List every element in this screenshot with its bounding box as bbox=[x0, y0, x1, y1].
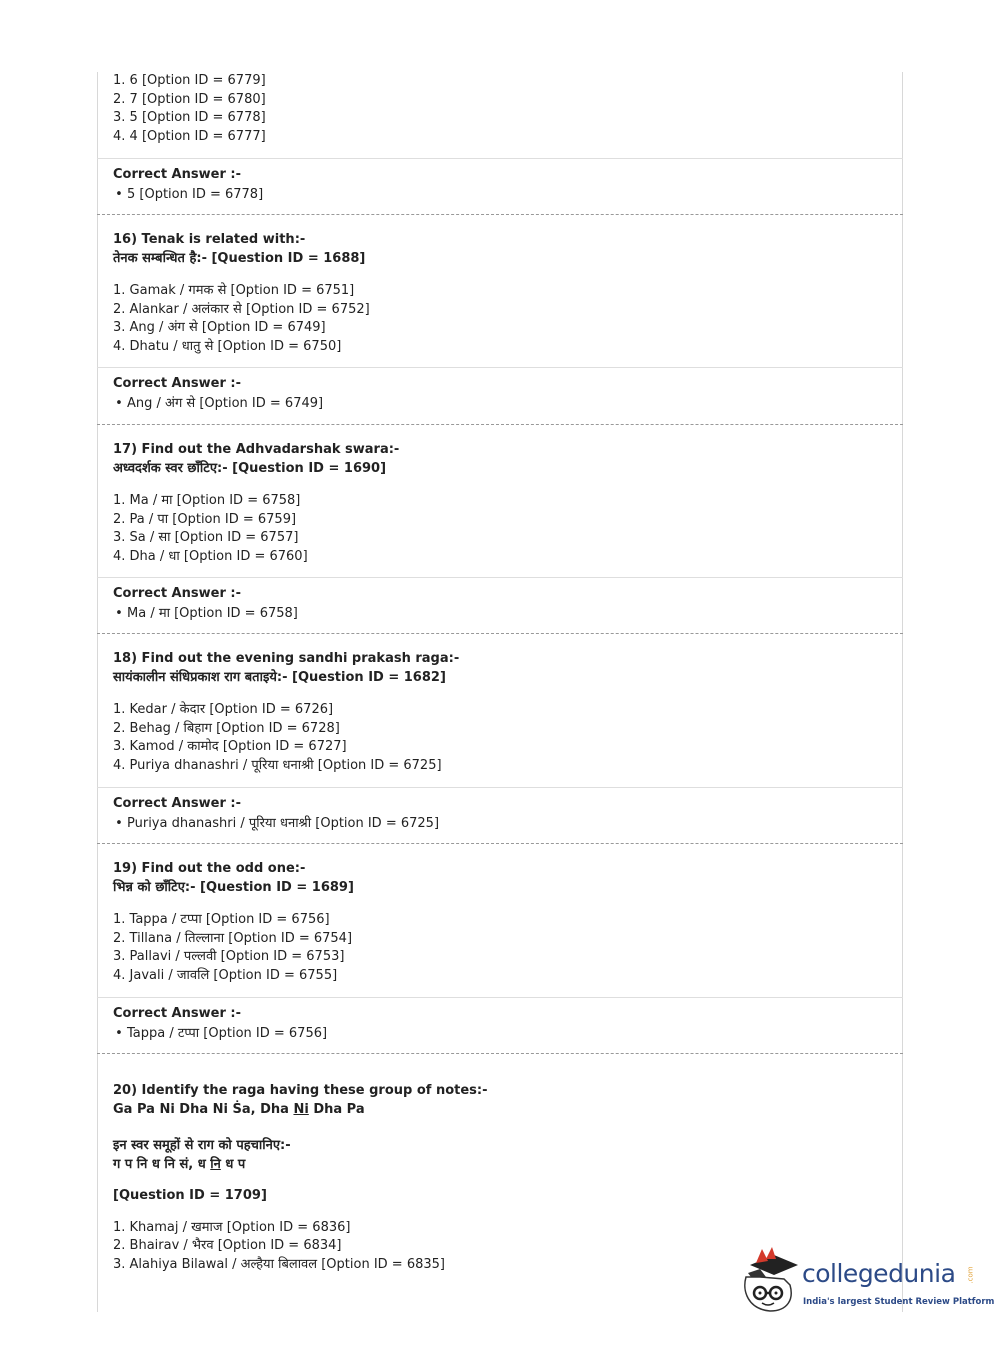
collegedunia-logo[interactable] bbox=[740, 1247, 995, 1317]
option: 3. Sa / सा [Option ID = 6757] bbox=[113, 530, 299, 545]
notes-hi-komal-ni: नि bbox=[210, 1156, 221, 1172]
divider bbox=[97, 787, 903, 788]
question-separator bbox=[97, 214, 903, 215]
option: 4. 4 [Option ID = 6777] bbox=[113, 128, 266, 144]
option: 2. 7 [Option ID = 6780] bbox=[113, 91, 266, 107]
question-title-hi: अध्वदर्शक स्वर छाँटिए:- [Question ID = 1690] bbox=[113, 460, 387, 476]
question-separator bbox=[97, 1053, 903, 1054]
previous-correct-answer bbox=[97, 164, 903, 205]
correct-answer-label: Correct Answer :- bbox=[113, 167, 241, 182]
option: 1. Kedar / केदार [Option ID = 6726] bbox=[113, 702, 334, 717]
question-17 bbox=[97, 441, 903, 566]
question-title-en: 20) Identify the raga having these group of notes:- bbox=[113, 1083, 488, 1098]
correct-answer-value: • Ma / मा [Option ID = 6758] bbox=[113, 605, 903, 624]
option: 4. Dha / धा [Option ID = 6760] bbox=[113, 548, 308, 564]
option: 4. Puriya dhanashri / पूरिया धनाश्री [Option ID = 6725] bbox=[113, 757, 442, 773]
correct-answer-value: • Tappa / टप्पा [Option ID = 6756] bbox=[113, 1025, 903, 1044]
question-title-hi: तेनक सम्बन्धित है:- [Question ID = 1688] bbox=[113, 250, 366, 266]
option: 1. Gamak / गमक से [Option ID = 6751] bbox=[113, 283, 355, 298]
notes-en-part: Ga Pa Ni Dha Ni Ṡa, Dha bbox=[113, 1101, 294, 1117]
question-title-en: 16) Tenak is related with:- bbox=[113, 232, 306, 247]
option: 4. Dhatu / धातु से [Option ID = 6750] bbox=[113, 338, 342, 354]
question-18 bbox=[97, 650, 903, 775]
option: 4. Javali / जावलि [Option ID = 6755] bbox=[113, 967, 338, 983]
correct-answer-value: • Ang / अंग से [Option ID = 6749] bbox=[113, 395, 903, 414]
divider bbox=[97, 158, 903, 159]
option: 3. Pallavi / पल्लवी [Option ID = 6753] bbox=[113, 949, 345, 964]
correct-answer-label: Correct Answer :- bbox=[113, 586, 241, 601]
option: 3. Ang / अंग से [Option ID = 6749] bbox=[113, 320, 326, 335]
question-notes-hi bbox=[113, 1156, 903, 1175]
question-title-en: 18) Find out the evening sandhi prakash raga:- bbox=[113, 651, 460, 666]
correct-answer-value: • 5 [Option ID = 6778] bbox=[113, 186, 903, 205]
option: 1. Khamaj / खमाज [Option ID = 6836] bbox=[113, 1219, 351, 1235]
logo-domain-suffix: .com bbox=[966, 1266, 975, 1284]
divider bbox=[97, 577, 903, 578]
option: 2. Tillana / तिल्लाना [Option ID = 6754] bbox=[113, 930, 353, 946]
question-title-en: 17) Find out the Adhvadarshak swara:- bbox=[113, 442, 400, 457]
correct-answer-label: Correct Answer :- bbox=[113, 1006, 241, 1021]
logo-tagline: India's largest Student Review Platform bbox=[803, 1297, 995, 1307]
option: 1. Ma / मा [Option ID = 6758] bbox=[113, 493, 301, 508]
correct-answer-label: Correct Answer :- bbox=[113, 796, 241, 811]
question-19-answer bbox=[97, 1003, 903, 1044]
question-separator bbox=[97, 424, 903, 425]
notes-en-komal-ni: Ni bbox=[293, 1101, 309, 1117]
question-title-en: 19) Find out the odd one:- bbox=[113, 861, 306, 876]
notes-en-part: Dha Pa bbox=[308, 1101, 365, 1117]
correct-answer-label: Correct Answer :- bbox=[113, 376, 241, 391]
question-separator bbox=[97, 633, 903, 634]
question-separator bbox=[97, 843, 903, 844]
question-notes-en bbox=[113, 1101, 903, 1120]
option: 2. Behag / बिहाग [Option ID = 6728] bbox=[113, 720, 340, 736]
correct-answer-value: • Puriya dhanashri / पूरिया धनाश्री [Option ID = 6725] bbox=[113, 815, 903, 834]
notes-hi-part: ध प bbox=[220, 1156, 246, 1172]
question-id: [Question ID = 1709] bbox=[113, 1188, 267, 1203]
divider bbox=[97, 997, 903, 998]
logo-wordmark: collegedunia bbox=[802, 1259, 956, 1288]
option: 3. Kamod / कामोद [Option ID = 6727] bbox=[113, 739, 347, 754]
option: 2. Alankar / अलंकार से [Option ID = 6752] bbox=[113, 301, 370, 317]
option: 1. 6 [Option ID = 6779] bbox=[113, 73, 266, 88]
question-19 bbox=[97, 860, 903, 985]
question-16-answer bbox=[97, 373, 903, 414]
option: 1. Tappa / टप्पा [Option ID = 6756] bbox=[113, 912, 330, 927]
question-title-hi: इन स्वर समूहों से राग को पहचानिए:- bbox=[113, 1138, 291, 1153]
question-title-hi: सायंकालीन संधिप्रकाश राग बताइये:- [Question ID = 1682] bbox=[113, 669, 446, 685]
question-17-answer bbox=[97, 583, 903, 624]
question-16 bbox=[97, 231, 903, 356]
question-title-hi: भिन्न को छाँटिए:- [Question ID = 1689] bbox=[113, 879, 354, 895]
divider bbox=[97, 367, 903, 368]
option: 2. Bhairav / भैरव [Option ID = 6834] bbox=[113, 1238, 342, 1253]
notes-hi-part: ग प नि ध नि सं, ध bbox=[113, 1156, 211, 1172]
mascot-icon bbox=[740, 1247, 802, 1317]
option: 3. 5 [Option ID = 6778] bbox=[113, 110, 266, 125]
option: 3. Alahiya Bilawal / अल्हैया बिलावल [Option ID = 6835] bbox=[113, 1256, 445, 1272]
question-18-answer bbox=[97, 793, 903, 834]
previous-question-options bbox=[97, 72, 903, 146]
option: 2. Pa / पा [Option ID = 6759] bbox=[113, 511, 297, 527]
question-20 bbox=[97, 1082, 903, 1274]
